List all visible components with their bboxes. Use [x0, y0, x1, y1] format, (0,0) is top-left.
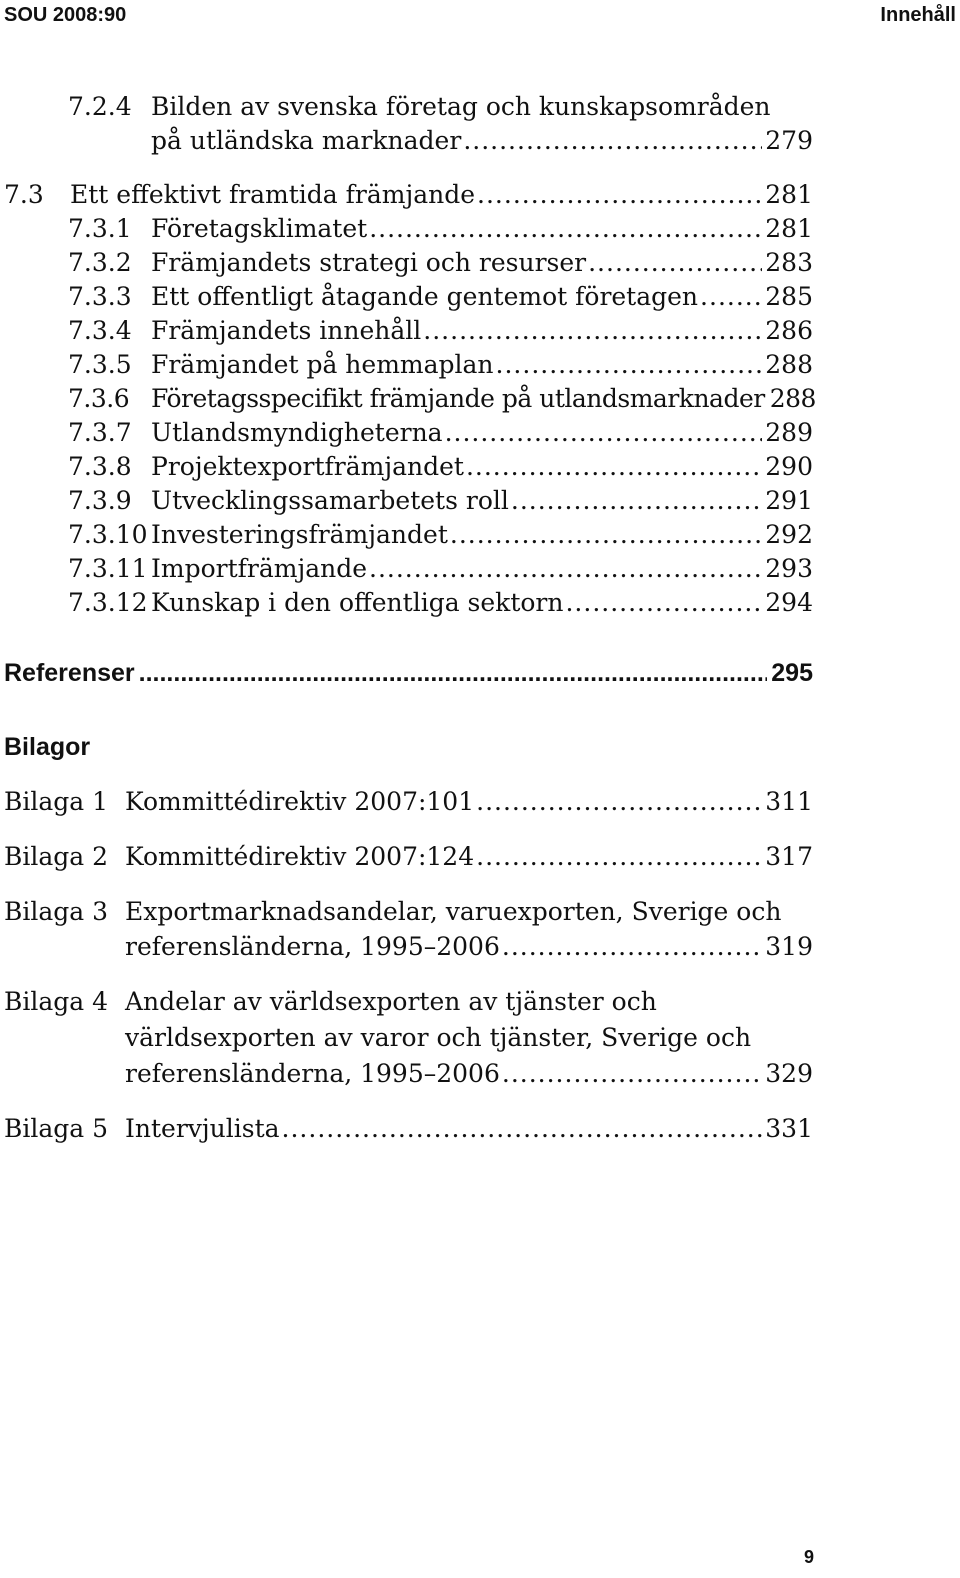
- toc-entry-title: Ett offentligt åtagande gentemot företagen: [151, 282, 699, 311]
- appendix-entry[interactable]: [125, 1057, 813, 1091]
- leader-dots: [463, 124, 762, 158]
- toc-entry[interactable]: [151, 124, 813, 158]
- toc-entry[interactable]: [68, 280, 813, 314]
- toc-entry-title: Importfrämjande: [151, 554, 368, 583]
- toc-entry-page: 293: [765, 554, 813, 583]
- toc-entry-number: 7.3.5: [68, 350, 132, 379]
- toc-entry[interactable]: [68, 416, 813, 450]
- toc-entry[interactable]: [68, 586, 813, 620]
- running-header-section: Innehåll: [880, 4, 956, 26]
- referenser-title: Referenser: [4, 659, 135, 687]
- appendix-entry[interactable]: [125, 930, 813, 964]
- leader-dots: [369, 212, 762, 246]
- appendix-label: Bilaga 2: [4, 842, 109, 871]
- toc-entry-title-line: Bilden av svenska företag och kunskapsområden: [151, 92, 771, 121]
- toc-entry-title: Främjandets innehåll: [151, 316, 422, 345]
- leader-dots: [445, 416, 763, 450]
- toc-entry[interactable]: [4, 178, 813, 212]
- bilagor-heading: Bilagor: [4, 733, 91, 761]
- toc-entry-page: 289: [765, 418, 813, 447]
- toc-entry-page: 286: [765, 316, 813, 345]
- leader-dots: [700, 280, 762, 314]
- toc-entry-number: 7.3.9: [68, 486, 132, 515]
- referenser-page: 295: [771, 659, 813, 687]
- leader-dots: [565, 586, 762, 620]
- leader-dots: [477, 178, 762, 212]
- toc-entry[interactable]: [68, 314, 813, 348]
- appendix-entry[interactable]: [4, 840, 813, 874]
- toc-entry-page: 279: [765, 126, 813, 155]
- appendix-title: Kommittédirektiv 2007:101: [125, 787, 475, 816]
- toc-entry-number: 7.3: [4, 180, 44, 209]
- toc-entry[interactable]: [68, 246, 813, 280]
- toc-entry-title: Utlandsmyndigheterna: [151, 418, 443, 447]
- toc-entry[interactable]: [68, 212, 813, 246]
- toc-entry-number: 7.3.7: [68, 418, 132, 447]
- appendix-title: Intervjulista: [125, 1114, 280, 1143]
- toc-entry-page: 285: [765, 282, 813, 311]
- leader-dots: [139, 656, 768, 690]
- leader-dots: [476, 785, 762, 819]
- appendix-title-line: världsexporten av varor och tjänster, Sverige och: [125, 1023, 752, 1052]
- running-header-document-id: SOU 2008:90: [4, 4, 127, 26]
- appendix-title: Kommittédirektiv 2007:124: [125, 842, 475, 871]
- toc-entry-page: 288: [769, 384, 816, 413]
- leader-dots: [502, 930, 762, 964]
- toc-entry-title: Främjandet på hemmaplan: [151, 350, 494, 379]
- toc-entry[interactable]: [68, 382, 816, 416]
- toc-entry-page: 288: [765, 350, 813, 379]
- toc-entry-title: Projektexportfrämjandet: [151, 452, 464, 481]
- leader-dots: [466, 450, 762, 484]
- toc-entry-number: 7.3.8: [68, 452, 132, 481]
- toc-entry-title: Främjandets strategi och resurser: [151, 248, 587, 277]
- leader-dots: [511, 484, 762, 518]
- toc-entry[interactable]: [68, 484, 813, 518]
- leader-dots: [450, 518, 762, 552]
- appendix-entry[interactable]: [4, 1112, 813, 1146]
- toc-entry-title: Kunskap i den offentliga sektorn: [151, 588, 564, 617]
- toc-entry-number: 7.3.12: [68, 588, 148, 617]
- toc-entry-number: 7.3.1: [68, 214, 132, 243]
- toc-entry-page: 291: [765, 486, 813, 515]
- toc-entry[interactable]: [68, 552, 813, 586]
- toc-entry-number: 7.3.11: [68, 554, 148, 583]
- toc-entry-title: på utländska marknader: [151, 126, 462, 155]
- toc-entry-number: 7.2.4: [68, 92, 132, 121]
- appendix-title-line: Exportmarknadsandelar, varuexporten, Sverige och: [125, 897, 782, 926]
- toc-entry-title: Investeringsfrämjandet: [151, 520, 448, 549]
- toc-entry-number: 7.3.3: [68, 282, 132, 311]
- leader-dots: [502, 1057, 762, 1091]
- appendix-page: 319: [765, 932, 813, 961]
- toc-entry-number: 7.3.2: [68, 248, 132, 277]
- leader-dots: [496, 348, 763, 382]
- appendix-page: 331: [765, 1114, 813, 1143]
- toc-entry-page: 281: [765, 214, 813, 243]
- toc-entry[interactable]: [68, 450, 813, 484]
- appendix-label: Bilaga 5: [4, 1114, 109, 1143]
- toc-entry-number: 7.3.10: [68, 520, 148, 549]
- toc-entry-page: 281: [765, 180, 813, 209]
- toc-entry-referenser[interactable]: [4, 656, 813, 690]
- toc-entry-page: 294: [765, 588, 813, 617]
- toc-entry-number: 7.3.4: [68, 316, 132, 345]
- leader-dots: [423, 314, 762, 348]
- toc-entry-title: Utvecklingssamarbetets roll: [151, 486, 509, 515]
- toc-entry-title: Ett effektivt framtida främjande: [70, 180, 476, 209]
- toc-entry-page: 290: [765, 452, 813, 481]
- appendix-label: Bilaga 4: [4, 987, 109, 1016]
- appendix-label: Bilaga 3: [4, 897, 109, 926]
- appendix-title: referensländerna, 1995–2006: [125, 1059, 500, 1088]
- leader-dots: [369, 552, 762, 586]
- toc-entry-title: Företagsklimatet: [151, 214, 368, 243]
- appendix-title-line: Andelar av världsexporten av tjänster och: [125, 987, 657, 1016]
- toc-entry[interactable]: [68, 518, 813, 552]
- appendix-page: 311: [765, 787, 813, 816]
- appendix-label: Bilaga 1: [4, 787, 109, 816]
- appendix-page: 317: [765, 842, 813, 871]
- page-number: 9: [803, 1547, 814, 1567]
- leader-dots: [588, 246, 762, 280]
- appendix-entry[interactable]: [4, 785, 813, 819]
- appendix-title: referensländerna, 1995–2006: [125, 932, 500, 961]
- toc-entry-number: 7.3.6: [68, 384, 130, 413]
- appendix-page: 329: [765, 1059, 813, 1088]
- toc-entry-title: Företagsspecifikt främjande på utlandsmarknader: [151, 384, 765, 413]
- leader-dots: [476, 840, 762, 874]
- toc-entry[interactable]: [68, 348, 813, 382]
- toc-entry-page: 292: [765, 520, 813, 549]
- leader-dots: [282, 1112, 763, 1146]
- toc-entry-page: 283: [765, 248, 813, 277]
